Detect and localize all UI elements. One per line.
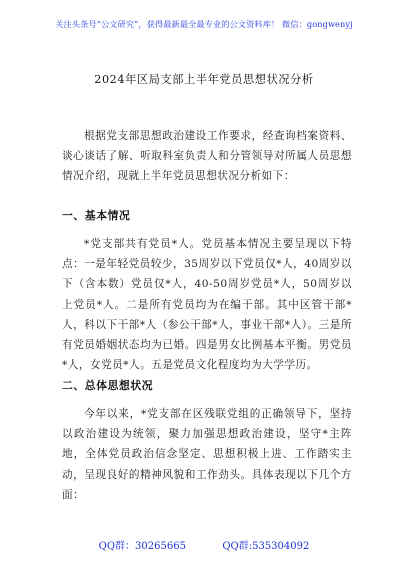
intro-paragraph: 根据党支部思想政治建设工作要求，经查询档案资料、谈心谈话了解、听取科室负责人和分管领导对所属人员思想情况介绍，现就上半年党员思想状况分析如下： (62, 130, 352, 183)
section-heading-basic: 一、基本情况 (62, 209, 131, 222)
footer-qq-group-2: QQ群:535304092 (222, 541, 310, 552)
section-heading-overall: 二、总体思想状况 (62, 379, 154, 392)
footer-qq-group-1: QQ群：30265665 (98, 541, 186, 552)
footer-contact (0, 537, 408, 552)
section-body-overall: 今年以来，*党支部在区残联党组的正确领导下，坚持以政治建设为统领，聚力加强思想政治建设，坚守*主阵地，全体党员政治信念坚定、思想积极上进、工作踏实主动，呈现良好的精神风貌和工作劲头。具体表现以下几个方面： (62, 408, 352, 501)
document-title: 2024年区局支部上半年党员思想状况分析 (94, 73, 314, 86)
section-body-basic: *党支部共有党员*人。党员基本情况主要呈现以下特点：一是年轻党员较少，35周岁以下党员仅*人，40周岁以下（含本数）党员仅*人，40-50周岁党员*人，50周岁以上党员*人。二是所有党员均为在编干部。其中区管干部*人，科以下干部*人（参公干部*人，事业干部*人）。三是所有党员婚姻状态均为已婚。四是男女比例基本平衡。男党员*人，女党员*人。五是党员文化程度均为大学学历。 (62, 238, 352, 372)
header-banner: 关注头条号“公文研究”，获得最新最全最专业的公文资料库！ 微信：gongwenyj (55, 19, 353, 29)
